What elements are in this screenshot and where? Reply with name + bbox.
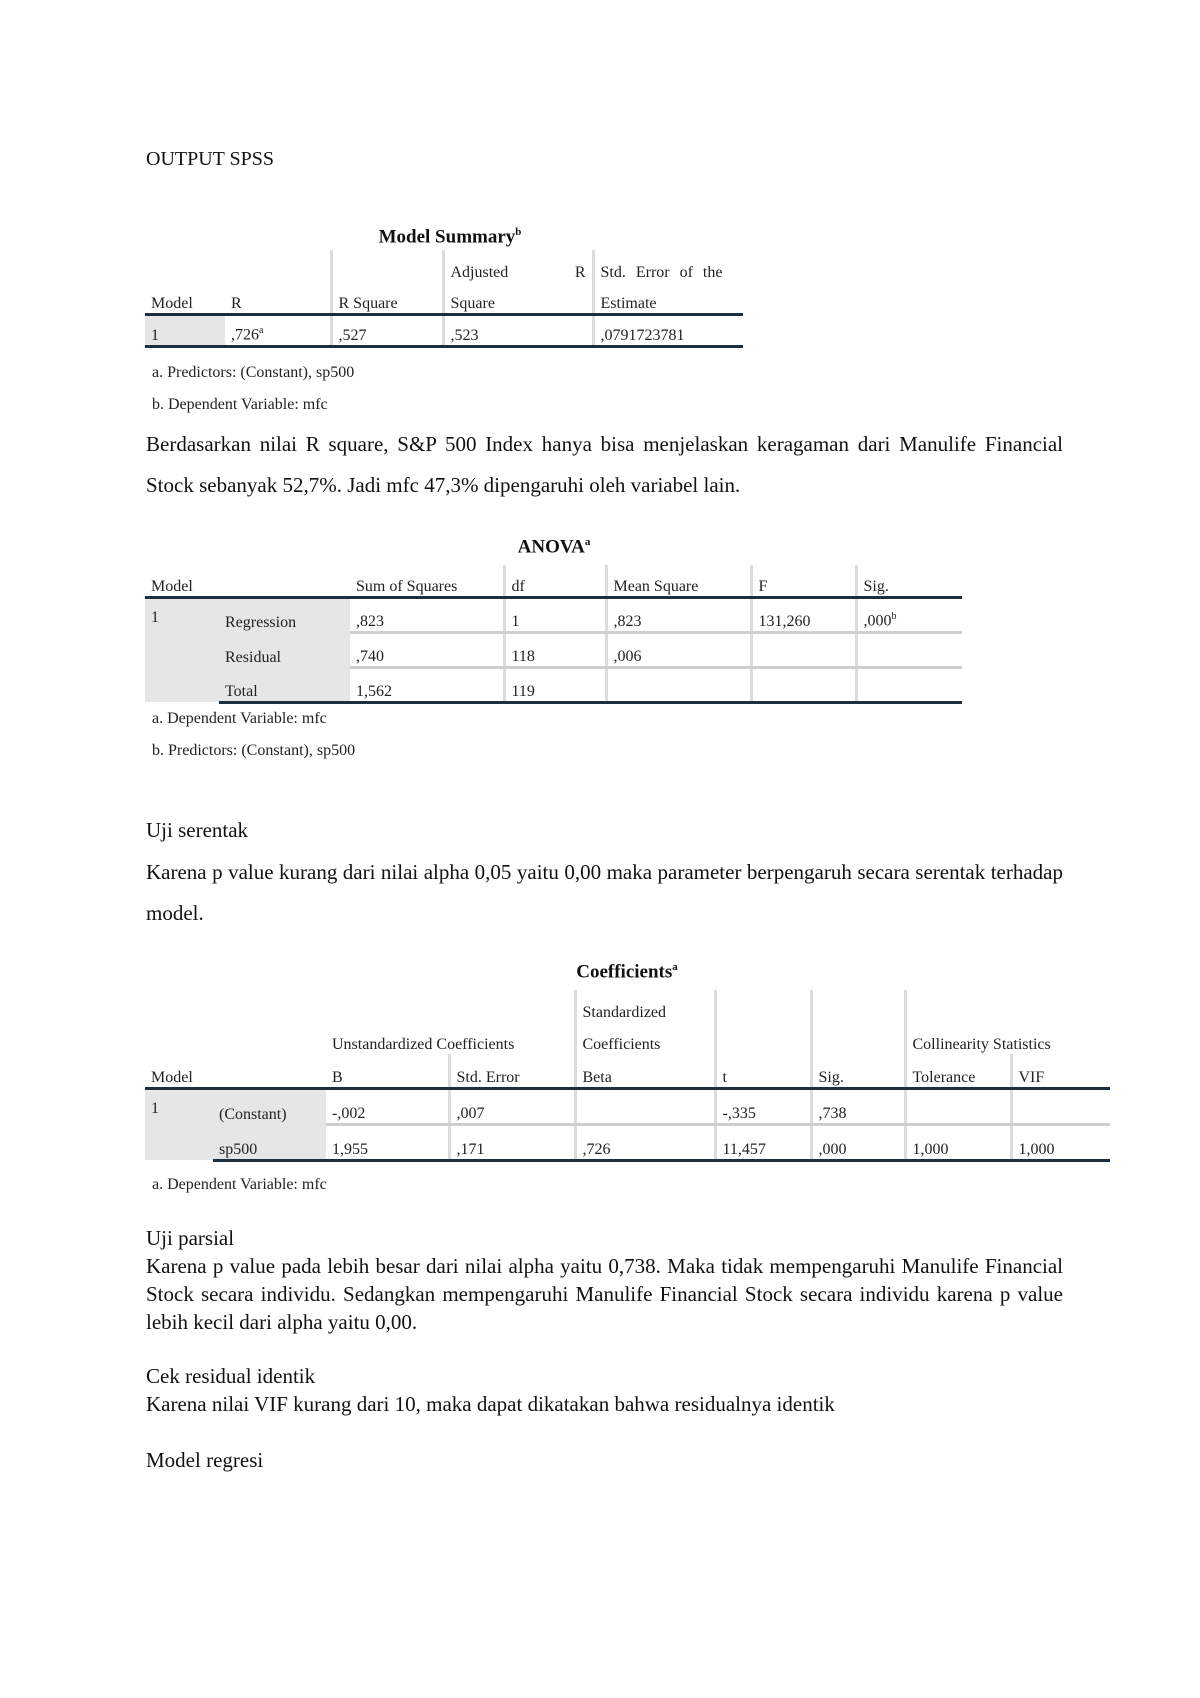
r-value-sup: a <box>259 325 264 337</box>
coefficients-title-text: Coefficients <box>576 961 673 983</box>
coef-beta-cell <box>575 1088 715 1124</box>
coef-tolerance-cell: 1,000 <box>905 1124 1011 1160</box>
model-summary-model-cell: 1 <box>145 314 225 346</box>
anova-ss-cell: 1,562 <box>350 667 504 702</box>
anova-sig-cell <box>856 632 962 667</box>
coef-vif-cell <box>1011 1088 1110 1124</box>
anova-note-a: a. Dependent Variable: mfc <box>152 710 327 727</box>
uji-serentak-heading: Uji serentak <box>146 818 249 842</box>
coef-header-beta: Beta <box>575 1054 715 1088</box>
anova-ms-cell: ,006 <box>606 632 751 667</box>
cek-residual-heading: Cek residual identik <box>146 1364 316 1388</box>
anova-header-sig: Sig. <box>856 565 962 597</box>
anova-title <box>454 536 654 558</box>
coef-sig-cell: ,000 <box>811 1124 905 1160</box>
coefficients-table <box>145 990 1110 1162</box>
anova-title-sup: a <box>584 536 591 548</box>
document-title: OUTPUT SPSS <box>146 148 275 170</box>
anova-f-cell <box>751 632 856 667</box>
model-regresi-heading: Model regresi <box>146 1448 264 1472</box>
model-summary-r-square-cell: ,527 <box>331 314 443 346</box>
r-value: ,726 <box>231 326 259 344</box>
anova-f-cell: 131,260 <box>751 597 856 632</box>
cek-residual-text: Karena nilai VIF kurang dari 10, maka dapat dikatakan bahwa residualnya identik <box>146 1392 835 1416</box>
model-summary-r-cell <box>225 314 331 346</box>
coef-model-cell: 1 <box>145 1088 213 1160</box>
anova-header-ss: Sum of Squares <box>350 565 504 597</box>
anova-header-f: F <box>751 565 856 597</box>
coef-header-model: Model <box>145 1054 213 1088</box>
std-error-header-line1: Std. Error of the <box>593 250 743 282</box>
model-summary-table <box>145 250 743 348</box>
collinearity-header: Collinearity Statistics <box>905 1022 1110 1054</box>
model-summary-header-model: Model <box>145 282 225 314</box>
standardized-header-line2: Coefficients <box>575 1022 715 1054</box>
coef-header-std-error: Std. Error <box>449 1054 575 1088</box>
uji-parsial-text: Karena p value pada lebih besar dari nilai alpha yaitu 0,738. Maka tidak mempengaruhi Manulife Financial Stock secara individu. Sedangkan mempengaruhi Manulife Financial Stock secara individu karena p value lebih kecil dari alpha yaitu 0,00. <box>146 1254 1063 1334</box>
anova-table <box>145 565 962 704</box>
anova-ss-cell: ,740 <box>350 632 504 667</box>
anova-header-model: Model <box>145 565 219 597</box>
anova-header-df: df <box>504 565 606 597</box>
model-summary-note-a: a. Predictors: (Constant), sp500 <box>152 364 355 381</box>
uji-parsial-heading: Uji parsial <box>146 1226 235 1250</box>
anova-ss-cell: ,823 <box>350 597 504 632</box>
coef-row-label: sp500 <box>213 1124 326 1160</box>
anova-ms-cell <box>606 667 751 702</box>
coef-header-vif: VIF <box>1011 1054 1110 1088</box>
anova-sig-sup: b <box>891 611 897 623</box>
standardized-header-line1: Standardized <box>575 990 715 1022</box>
model-summary-adj-cell: ,523 <box>443 314 593 346</box>
model-summary-header-r-square: R Square <box>331 282 443 314</box>
coef-b-cell: -,002 <box>326 1088 449 1124</box>
std-error-header-line2: Estimate <box>593 282 743 314</box>
adjusted-header-line1: Adjusted <box>450 264 509 281</box>
anova-ms-cell: ,823 <box>606 597 751 632</box>
adjusted-header-r: R <box>574 264 586 281</box>
anova-row-label: Residual <box>219 632 350 667</box>
coef-header-sig: Sig. <box>811 1054 905 1088</box>
uji-serentak-text: Karena p value kurang dari nilai alpha 0,05 yaitu 0,00 maka parameter berpengaruh secara serentak terhadap model. <box>146 860 1063 925</box>
coef-header-b: B <box>326 1054 449 1088</box>
adjusted-header-line2: Square <box>443 282 593 314</box>
anova-model-cell: 1 <box>145 597 219 702</box>
unstandardized-header: Unstandardized Coefficients <box>332 1036 515 1053</box>
anova-f-cell <box>751 667 856 702</box>
r-square-interpretation: Berdasarkan nilai R square, S&P 500 Index hanya bisa menjelaskan keragaman dari Manulife Financial Stock sebanyak 52,7%. Jadi mfc 47,3% dipengaruhi oleh variabel lain. <box>146 432 1063 497</box>
coef-t-cell: 11,457 <box>715 1124 811 1160</box>
coef-t-cell: -,335 <box>715 1088 811 1124</box>
model-summary-title-sup: b <box>515 226 522 238</box>
anova-title-text: ANOVA <box>517 536 585 558</box>
coef-vif-cell: 1,000 <box>1011 1124 1110 1160</box>
anova-sig-cell <box>856 597 962 632</box>
anova-note-b: b. Predictors: (Constant), sp500 <box>152 742 356 759</box>
coefficients-note-a: a. Dependent Variable: mfc <box>152 1176 327 1193</box>
model-summary-title <box>300 226 600 248</box>
anova-sig-value: ,000 <box>863 612 892 630</box>
anova-sig-cell <box>856 667 962 702</box>
coef-b-cell: 1,955 <box>326 1124 449 1160</box>
anova-df-cell: 118 <box>504 632 606 667</box>
anova-row-label: Total <box>219 667 350 702</box>
anova-df-cell: 119 <box>504 667 606 702</box>
model-summary-note-b: b. Dependent Variable: mfc <box>152 396 328 413</box>
coef-header-t: t <box>715 1054 811 1088</box>
anova-row-label: Regression <box>219 597 350 632</box>
coef-se-cell: ,007 <box>449 1088 575 1124</box>
model-summary-std-err-cell: ,0791723781 <box>593 314 743 346</box>
anova-header-ms: Mean Square <box>606 565 751 597</box>
coef-tolerance-cell <box>905 1088 1011 1124</box>
coef-sig-cell: ,738 <box>811 1088 905 1124</box>
coef-row-label: (Constant) <box>213 1088 326 1124</box>
coef-se-cell: ,171 <box>449 1124 575 1160</box>
anova-df-cell: 1 <box>504 597 606 632</box>
model-summary-title-text: Model Summary <box>378 226 516 248</box>
coefficients-title <box>527 961 727 983</box>
coef-header-tolerance: Tolerance <box>905 1054 1011 1088</box>
model-summary-header-r: R <box>225 282 331 314</box>
coef-beta-cell: ,726 <box>575 1124 715 1160</box>
coefficients-title-sup: a <box>672 961 678 973</box>
